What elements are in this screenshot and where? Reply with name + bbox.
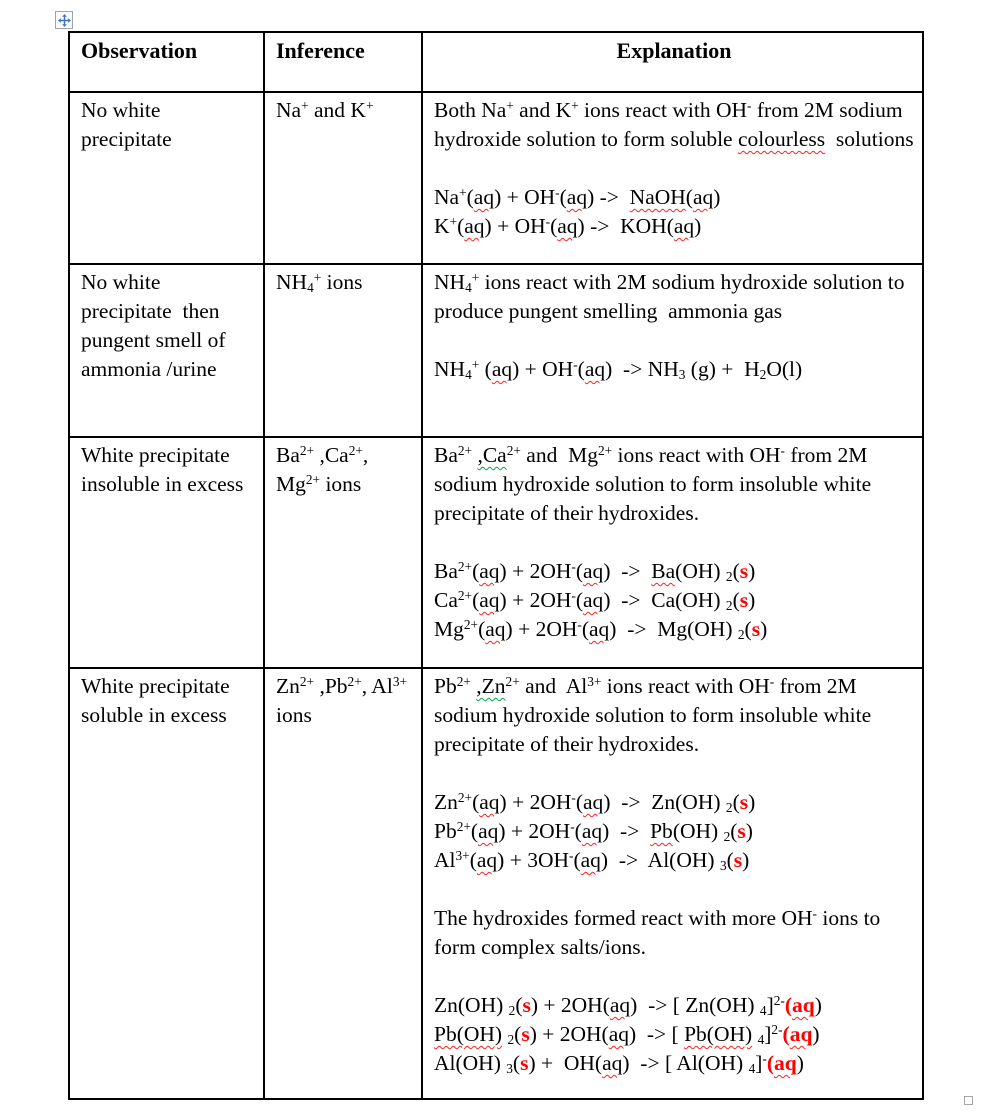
text-run: ( xyxy=(732,588,740,612)
text-run: 2 xyxy=(508,1002,516,1018)
text-run: ( xyxy=(470,819,479,843)
text-run: 2+ xyxy=(506,443,521,459)
text-run: (OH) xyxy=(675,559,726,583)
text-run: aq xyxy=(566,185,588,209)
text-run: , Mg xyxy=(276,443,374,496)
text-run: ) xyxy=(812,1022,820,1046)
text-run: aq xyxy=(789,1022,813,1046)
text-run: 2+ xyxy=(299,674,315,690)
text-run: ) -> KOH( xyxy=(577,214,674,238)
paragraph xyxy=(434,875,914,904)
text-run: K xyxy=(434,214,450,238)
table-row xyxy=(69,92,923,264)
text-run: ) + 2OH xyxy=(498,819,571,843)
text-run: aq xyxy=(485,617,506,641)
text-run: Na xyxy=(434,185,460,209)
text-run: aq xyxy=(602,1051,623,1075)
text-run: 2+ xyxy=(457,559,473,575)
text-run: 2 xyxy=(725,799,733,815)
text-run: ( xyxy=(732,559,740,583)
paragraph xyxy=(434,326,914,355)
text-run: ions xyxy=(321,270,363,294)
text-run: (g) + H xyxy=(685,357,760,381)
text-run: Pb(OH) xyxy=(684,1022,753,1046)
text-run: + xyxy=(301,98,309,114)
text-run: s xyxy=(520,1051,529,1075)
text-run: aq xyxy=(580,848,601,872)
text-run: and K xyxy=(513,98,572,122)
text-run: ( xyxy=(469,848,477,872)
text-run: ( xyxy=(726,848,734,872)
cell-row4-observation[interactable] xyxy=(69,668,264,1099)
text-run: ) xyxy=(713,185,721,209)
text-run: ions react with OH xyxy=(612,443,781,467)
text-run: 4 xyxy=(465,279,472,295)
text-run: + xyxy=(506,98,514,114)
text-run: s xyxy=(739,559,749,583)
text-run: 4 xyxy=(465,366,472,382)
text-run: Zn(OH) xyxy=(434,993,509,1017)
text-run: aq xyxy=(491,357,513,381)
paragraph xyxy=(81,672,255,730)
text-run: 2- xyxy=(771,1022,783,1038)
text-run: ) xyxy=(760,617,768,641)
paragraph xyxy=(434,268,914,326)
paragraph xyxy=(434,846,914,875)
text-run: s xyxy=(737,819,746,843)
text-run: ] xyxy=(755,1051,763,1075)
text-run: ) + OH xyxy=(494,185,556,209)
text-run: ) -> xyxy=(587,185,630,209)
cell-row1-inference[interactable] xyxy=(264,92,422,264)
text-run: (OH) xyxy=(672,819,724,843)
paragraph xyxy=(276,672,413,730)
text-run: + xyxy=(471,357,480,373)
text-run: aq xyxy=(464,214,485,238)
text-run: aq xyxy=(473,185,495,209)
text-run: 2+ xyxy=(299,443,315,459)
text-run: ( xyxy=(685,185,693,209)
text-run: ( xyxy=(550,214,558,238)
text-run: Pb(OH) xyxy=(434,1022,503,1046)
text-run: Zn xyxy=(276,674,300,698)
text-run: aq xyxy=(792,993,815,1017)
text-run: 2+ xyxy=(457,443,473,459)
text-run: No white precipitate then pungent smell of ammonia /urine xyxy=(81,270,231,381)
text-run: ions react with OH xyxy=(601,674,770,698)
text-run: - xyxy=(570,819,575,835)
paragraph xyxy=(276,268,413,297)
text-run: 3+ xyxy=(455,848,470,864)
text-run: ) + 2OH xyxy=(499,790,572,814)
paragraph xyxy=(434,1049,914,1078)
text-run: from 2M sodium hydroxide solution to form soluble xyxy=(434,98,908,151)
text-run: 3 xyxy=(678,366,686,382)
paragraph xyxy=(434,183,914,212)
text-run: - xyxy=(569,848,574,864)
text-run: aq xyxy=(608,1022,629,1046)
paragraph xyxy=(434,557,914,586)
text-run: + xyxy=(571,98,579,114)
text-run: ( xyxy=(575,559,584,583)
text-run: - xyxy=(571,790,576,806)
text-run: Ca xyxy=(434,588,458,612)
text-run: ) -> [ xyxy=(628,1022,685,1046)
text-run: 4 xyxy=(759,1002,767,1018)
text-run xyxy=(752,1022,757,1046)
text-run: 2 xyxy=(725,597,733,613)
cell-row3-observation[interactable] xyxy=(69,437,264,668)
text-run: The hydroxides formed react with more OH xyxy=(434,906,813,930)
header-cell-inference[interactable]: Inference xyxy=(264,32,422,92)
cell-row3-inference[interactable] xyxy=(264,437,422,668)
text-run: aq xyxy=(557,214,578,238)
paragraph xyxy=(434,672,914,759)
text-run: Ba xyxy=(434,443,458,467)
text-run: ( xyxy=(472,790,480,814)
text-run: Pb xyxy=(434,674,457,698)
text-run: 3 xyxy=(719,857,727,873)
text-run: O(l) xyxy=(766,357,803,381)
text-run: + xyxy=(365,98,374,114)
text-run: 4 xyxy=(757,1031,765,1047)
paragraph xyxy=(434,962,914,991)
text-run: ) xyxy=(814,993,822,1017)
text-run: ] xyxy=(766,993,774,1017)
text-run: 2+ xyxy=(457,790,473,806)
text-run: ) + OH xyxy=(512,357,574,381)
text-run: aq xyxy=(583,790,604,814)
text-run: ) xyxy=(748,790,756,814)
text-run: - xyxy=(573,357,578,373)
text-run: 3 xyxy=(506,1060,513,1076)
text-run: Ba xyxy=(276,443,300,467)
text-run: 3+ xyxy=(587,674,602,690)
text-run: ) xyxy=(748,559,756,583)
text-run: 2+ xyxy=(505,674,520,690)
text-run: Both Na xyxy=(434,98,507,122)
text-run: ions react with 2M sodium hydroxide solution to produce pungent smelling ammonia gas xyxy=(434,270,910,323)
text-run: 2+ xyxy=(456,819,471,835)
paragraph xyxy=(276,96,413,125)
text-run: 2 xyxy=(507,1031,515,1047)
text-run: ) + 2OH xyxy=(499,588,572,612)
text-run: ) -> xyxy=(603,559,652,583)
text-run: White precipitate insoluble in excess xyxy=(81,443,244,496)
text-run: 2+ xyxy=(347,674,362,690)
text-run: 2+ xyxy=(456,674,471,690)
paragraph xyxy=(434,904,914,962)
text-run: , Al xyxy=(361,674,393,698)
text-run: aq xyxy=(479,790,500,814)
text-run: aq xyxy=(774,1051,797,1075)
text-run: ) xyxy=(742,848,750,872)
text-run: ) -> NH xyxy=(605,357,679,381)
text-run: - xyxy=(571,588,576,604)
paragraph xyxy=(434,615,914,644)
paragraph xyxy=(434,817,914,846)
text-run: NH xyxy=(434,270,466,294)
text-run: ) xyxy=(745,819,753,843)
table-resize-handle[interactable] xyxy=(964,1096,973,1105)
text-run: and K xyxy=(308,98,366,122)
observation-inference-table xyxy=(68,31,924,1100)
move-arrows-icon xyxy=(58,14,71,27)
text-run: ) xyxy=(694,214,702,238)
paragraph xyxy=(81,96,255,154)
text-run: - xyxy=(780,443,785,459)
text-run: 2- xyxy=(773,993,785,1009)
text-run: 2 xyxy=(725,568,733,584)
text-run: Zn xyxy=(434,790,458,814)
text-run: ( xyxy=(457,214,465,238)
text-run: ( xyxy=(732,790,740,814)
text-run: ( xyxy=(577,357,585,381)
paragraph xyxy=(434,991,914,1020)
text-run: ) + 2OH( xyxy=(529,1022,609,1046)
text-run: colourless xyxy=(737,127,826,151)
text-run: s xyxy=(522,993,531,1017)
paragraph xyxy=(434,1020,914,1049)
text-run: ( xyxy=(472,588,480,612)
table-row xyxy=(69,264,923,437)
paragraph xyxy=(434,355,914,384)
text-run: s xyxy=(733,848,743,872)
text-run: No white precipitate xyxy=(81,98,172,151)
text-run: 4 xyxy=(748,1060,756,1076)
text-run: Na xyxy=(276,98,302,122)
paragraph xyxy=(434,441,914,528)
text-run: ions xyxy=(276,674,413,727)
text-run: ,Zn xyxy=(476,674,506,698)
text-run: aq xyxy=(583,559,604,583)
text-run: ) + 2OH( xyxy=(530,993,610,1017)
text-run: ( xyxy=(574,819,582,843)
text-run: ) xyxy=(748,588,756,612)
paragraph xyxy=(81,441,255,499)
paragraph xyxy=(434,759,914,788)
text-run: White precipitate soluble in excess xyxy=(81,674,236,727)
text-run: ( xyxy=(766,1051,775,1075)
text-run: ) + OH xyxy=(484,214,546,238)
paragraph xyxy=(434,96,914,154)
text-run: from 2M sodium hydroxide solution to form insoluble white precipitate of their hydroxides. xyxy=(434,443,877,525)
text-run: aq xyxy=(479,588,500,612)
text-run: ( xyxy=(512,1051,521,1075)
text-run: aq xyxy=(478,819,499,843)
cell-row4-explanation[interactable] xyxy=(422,668,923,1099)
cell-row2-observation[interactable] xyxy=(69,264,264,437)
cell-row2-explanation[interactable] xyxy=(422,264,923,437)
cell-row1-observation[interactable] xyxy=(69,92,264,264)
text-run: from 2M sodium hydroxide solution to form insoluble white precipitate of their hydroxides. xyxy=(434,674,877,756)
text-run: ,Pb xyxy=(314,674,348,698)
text-run: ( xyxy=(782,1022,790,1046)
text-run: NaOH xyxy=(629,185,686,209)
cell-row1-explanation[interactable] xyxy=(422,92,923,264)
text-run: s xyxy=(739,790,749,814)
paragraph xyxy=(434,528,914,557)
cell-row3-explanation[interactable] xyxy=(422,437,923,668)
text-run: 2 xyxy=(723,828,731,844)
text-run: ) + OH( xyxy=(528,1051,603,1075)
text-run: ,Ca xyxy=(314,443,349,467)
text-run: aq xyxy=(692,185,714,209)
text-run: ) xyxy=(796,1051,804,1075)
text-run: ] xyxy=(764,1022,772,1046)
paragraph xyxy=(81,268,255,384)
text-run: 2 xyxy=(737,626,745,642)
text-run: s xyxy=(751,617,761,641)
text-run: 2+ xyxy=(597,443,613,459)
text-run: ( xyxy=(559,185,567,209)
text-run: + xyxy=(459,185,467,201)
text-run: 3+ xyxy=(392,674,407,690)
text-run: Pb xyxy=(650,819,673,843)
text-run: ( xyxy=(573,848,581,872)
text-run: 4 xyxy=(307,279,314,295)
text-run: ( xyxy=(478,617,486,641)
text-run: ( xyxy=(575,588,584,612)
text-run: ) -> [ Zn(OH) xyxy=(630,993,760,1017)
text-run: aq xyxy=(589,617,610,641)
table-header-row xyxy=(69,32,923,92)
text-run: aq xyxy=(581,819,603,843)
paragraph xyxy=(434,212,914,241)
table-move-handle[interactable] xyxy=(55,11,73,29)
text-run: - xyxy=(555,185,560,201)
text-run: Mg xyxy=(434,617,464,641)
text-run: ) -> Al(OH) xyxy=(600,848,720,872)
cell-row4-inference[interactable] xyxy=(264,668,422,1099)
text-run: Al(OH) xyxy=(434,1051,507,1075)
text-run: ( xyxy=(575,790,584,814)
text-run: NH xyxy=(276,270,308,294)
text-run: ( xyxy=(472,559,480,583)
text-run: solutions xyxy=(825,127,914,151)
text-run: aq xyxy=(609,993,631,1017)
text-run: - xyxy=(571,559,576,575)
text-run: - xyxy=(545,214,551,230)
text-run: ( xyxy=(515,993,523,1017)
text-run: 2 xyxy=(759,366,767,382)
cell-row2-inference[interactable] xyxy=(264,264,422,437)
text-run: ) + 2OH xyxy=(505,617,578,641)
text-run: ,Ca xyxy=(477,443,507,467)
text-run: ( xyxy=(514,1022,522,1046)
text-run: Ba xyxy=(434,559,458,583)
text-run: NH xyxy=(434,357,466,381)
text-run: ) + 2OH xyxy=(499,559,572,583)
text-run: 2+ xyxy=(457,588,473,604)
paragraph xyxy=(276,441,413,499)
text-run: ( xyxy=(784,993,793,1017)
text-run: s xyxy=(739,588,749,612)
text-run: ( xyxy=(466,185,474,209)
text-run: ions to form complex salts/ions. xyxy=(434,906,886,959)
header-cell-observation[interactable]: Observation xyxy=(69,32,264,92)
text-run: ( xyxy=(479,357,492,381)
text-run: - xyxy=(577,617,582,633)
text-run: ( xyxy=(581,617,589,641)
text-run: + xyxy=(449,214,458,230)
text-run: aq xyxy=(583,588,604,612)
table-row xyxy=(69,668,923,1099)
text-run: + xyxy=(313,270,322,286)
text-run: ) -> Mg(OH) xyxy=(609,617,738,641)
text-run: aq xyxy=(584,357,606,381)
text-run: Al xyxy=(434,848,456,872)
text-run: aq xyxy=(476,848,498,872)
paragraph xyxy=(434,788,914,817)
text-run: ) -> xyxy=(602,819,651,843)
text-run: Ba xyxy=(651,559,676,583)
paragraph xyxy=(434,586,914,615)
text-run: ions xyxy=(320,472,362,496)
header-cell-explanation[interactable]: Explanation xyxy=(422,32,923,92)
text-run: and Al xyxy=(519,674,588,698)
paragraph xyxy=(434,154,914,183)
text-run: - xyxy=(762,1051,767,1067)
text-run: - xyxy=(812,906,817,922)
table-row xyxy=(69,437,923,668)
text-run: ) -> Zn(OH) xyxy=(603,790,726,814)
text-run: 2+ xyxy=(348,443,363,459)
text-run: ( xyxy=(730,819,738,843)
text-run: - xyxy=(769,674,775,690)
text-run: s xyxy=(521,1022,530,1046)
text-run: ) + 3OH xyxy=(497,848,569,872)
text-run: ions react with OH xyxy=(578,98,748,122)
text-run: aq xyxy=(479,559,500,583)
text-run: ) -> [ Al(OH) xyxy=(622,1051,749,1075)
text-run: aq xyxy=(673,214,695,238)
text-run: ) -> Ca(OH) xyxy=(603,588,726,612)
text-run: - xyxy=(747,98,752,114)
text-run: + xyxy=(471,270,480,286)
text-run: 2+ xyxy=(463,617,479,633)
text-run: Pb xyxy=(434,819,457,843)
text-run: and Mg xyxy=(520,443,598,467)
text-run: 2+ xyxy=(305,472,321,488)
text-run: ( xyxy=(744,617,752,641)
